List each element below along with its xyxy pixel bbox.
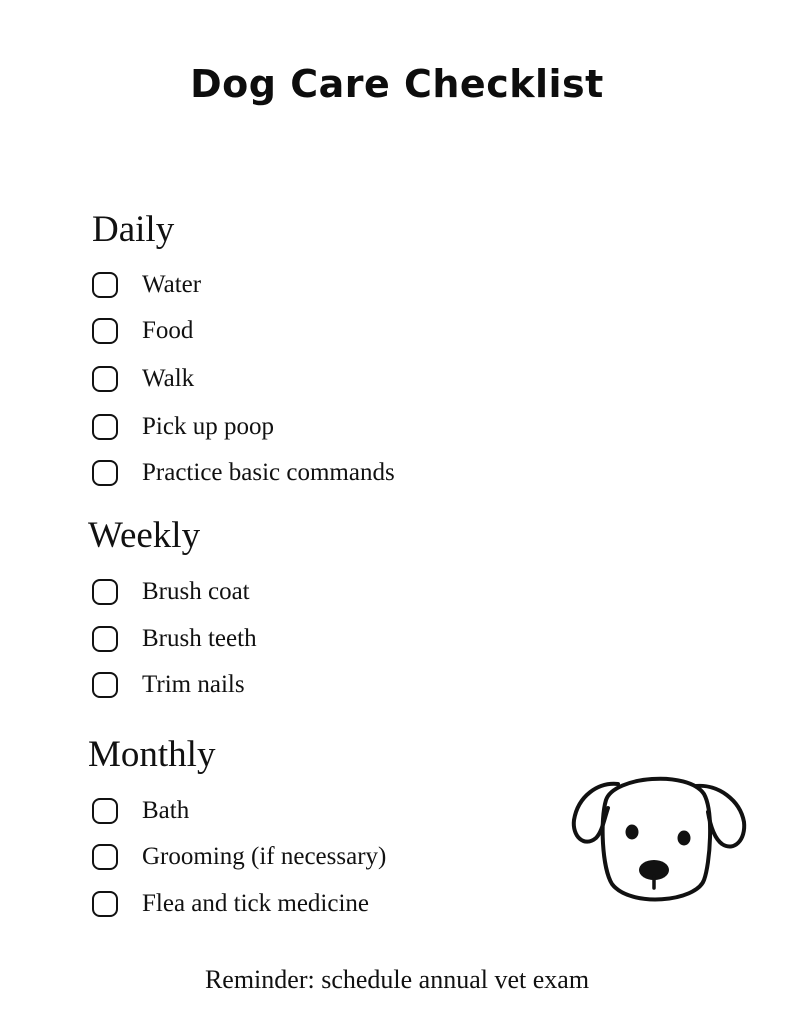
page-title: Dog Care Checklist: [190, 62, 604, 106]
section-heading-daily: Daily: [92, 209, 175, 250]
checklist-item-brush-teeth[interactable]: [92, 621, 257, 657]
checkbox[interactable]: [92, 318, 118, 344]
section-heading-monthly: Monthly: [88, 734, 216, 775]
checklist-item-label: Practice basic commands: [142, 459, 395, 486]
checklist-item-label: Grooming (if necessary): [142, 843, 387, 870]
checklist-item-label: Walk: [142, 365, 195, 392]
checklist-item-label: Food: [142, 317, 194, 344]
checklist-item-label: Pick up poop: [142, 413, 274, 440]
checklist-item-brush-coat[interactable]: [92, 574, 250, 610]
checklist-item-walk[interactable]: [92, 361, 194, 397]
checkbox[interactable]: [92, 891, 118, 917]
checklist-item-water[interactable]: [92, 267, 201, 303]
checklist-item-pick-up-poop[interactable]: [92, 409, 274, 445]
checklist-item-label: Brush coat: [142, 578, 250, 605]
checkbox[interactable]: [92, 844, 118, 870]
checkbox[interactable]: [92, 460, 118, 486]
checklist-item-practice-commands[interactable]: [92, 455, 395, 491]
checklist-item-trim-nails[interactable]: [92, 667, 245, 703]
checklist-item-label: Brush teeth: [142, 625, 257, 652]
checklist-item-bath[interactable]: [92, 793, 189, 829]
checklist-item-label: Flea and tick medicine: [142, 890, 370, 917]
reminder-text: Reminder: schedule annual vet exam: [204, 965, 590, 994]
section-heading-weekly: Weekly: [88, 515, 201, 556]
checkbox[interactable]: [92, 366, 118, 392]
checklist-item-food[interactable]: [92, 313, 193, 349]
checkbox[interactable]: [92, 626, 118, 652]
checklist-item-label: Bath: [142, 797, 190, 824]
checklist-item-label: Trim nails: [142, 671, 245, 698]
checkbox[interactable]: [92, 272, 118, 298]
checklist-item-grooming[interactable]: [92, 839, 386, 875]
dog-face-icon: [568, 764, 752, 912]
checkbox[interactable]: [92, 579, 118, 605]
checkbox[interactable]: [92, 414, 118, 440]
checkbox[interactable]: [92, 798, 118, 824]
checklist-item-flea-tick-medicine[interactable]: [92, 886, 369, 922]
checkbox[interactable]: [92, 672, 118, 698]
checklist-item-label: Water: [142, 271, 202, 298]
